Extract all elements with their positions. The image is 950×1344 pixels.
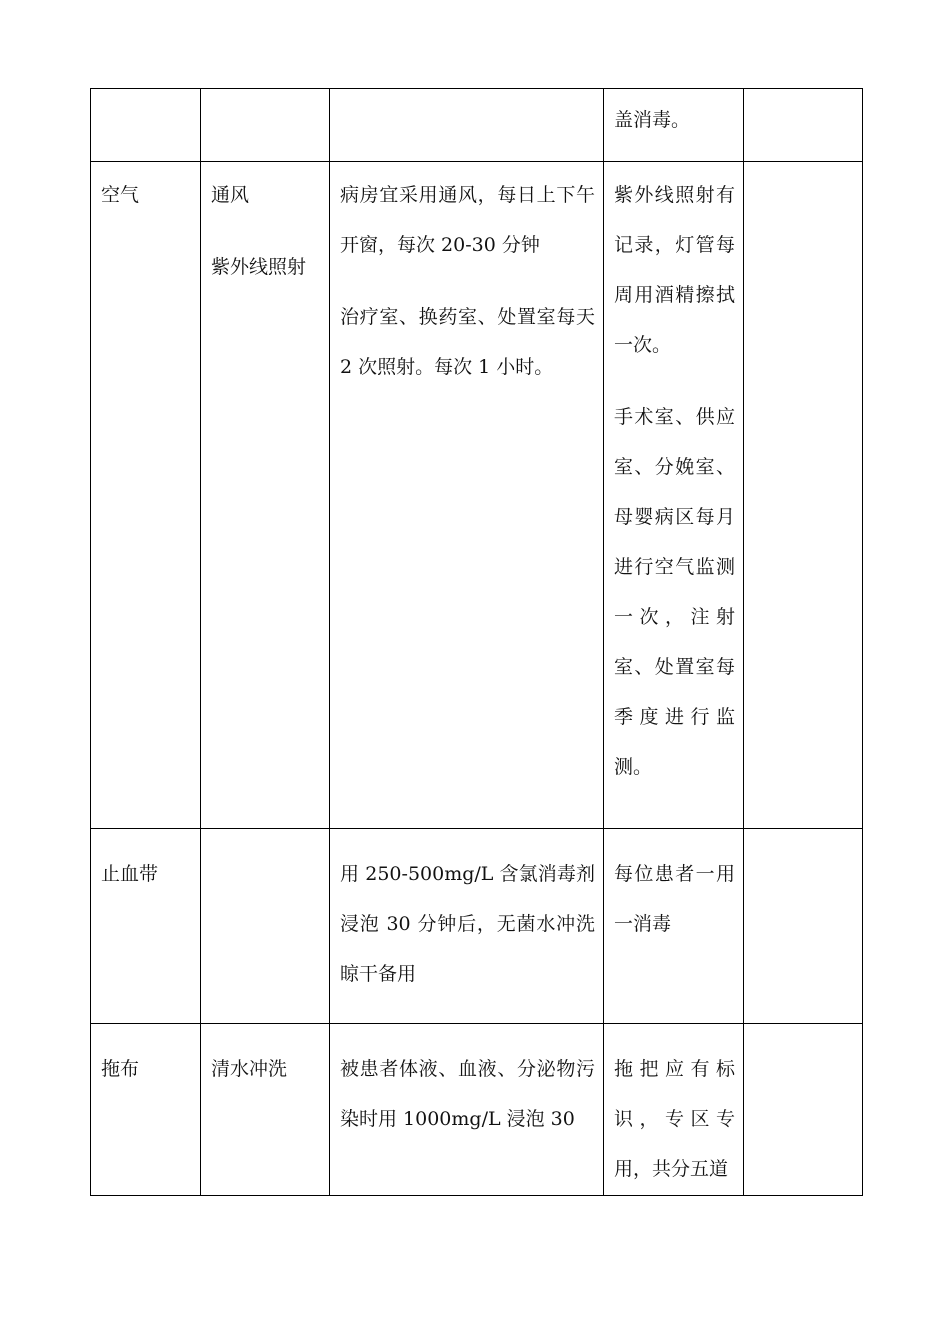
method-text: 紫外线照射 <box>211 256 307 278</box>
item-text: 拖布 <box>101 1058 140 1080</box>
method-text: 通风 <box>211 184 250 206</box>
method-cell <box>201 1024 330 1196</box>
remarks-cell <box>744 829 863 1024</box>
item-text: 止血带 <box>101 863 159 885</box>
table-row <box>91 1024 863 1196</box>
procedure-cell <box>330 1024 604 1196</box>
procedure-text: 病房宜采用通风，每日上下午开窗，每次 20-30 分钟 <box>340 184 595 256</box>
notes-cell <box>604 829 744 1024</box>
item-text: 空气 <box>101 184 140 206</box>
item-cell <box>91 829 201 1024</box>
notes-cell <box>604 1024 744 1196</box>
procedure-cell <box>330 89 604 162</box>
notes-text: 手术室、供应室、分娩室、母婴病区每月进行空气监测一次，注射室、处置室每季度进行监测。 <box>614 406 735 778</box>
method-cell <box>201 89 330 162</box>
item-cell <box>91 1024 201 1196</box>
procedure-text: 治疗室、换药室、处置室每天 2 次照射。每次 1 小时。 <box>340 306 595 378</box>
table-row <box>91 162 863 829</box>
notes-text: 盖消毒。 <box>614 109 691 131</box>
table-row <box>91 829 863 1024</box>
notes-text: 紫外线照射有记录，灯管每周用酒精擦拭一次。 <box>614 184 735 356</box>
item-cell <box>91 89 201 162</box>
method-text: 清水冲洗 <box>211 1058 288 1080</box>
item-cell <box>91 162 201 829</box>
method-cell <box>201 162 330 829</box>
notes-cell <box>604 89 744 162</box>
procedure-text: 用 250-500mg/L 含氯消毒剂浸泡 30 分钟后，无菌水冲洗晾干备用 <box>340 863 595 985</box>
notes-text: 拖把应有标识，专区专用，共分五道 <box>614 1058 735 1180</box>
remarks-cell <box>744 89 863 162</box>
procedure-text: 被患者体液、血液、分泌物污染时用 1000mg/L 浸泡 30 <box>340 1058 595 1130</box>
notes-cell <box>604 162 744 829</box>
remarks-cell <box>744 162 863 829</box>
remarks-cell <box>744 1024 863 1196</box>
procedure-cell <box>330 829 604 1024</box>
method-cell <box>201 829 330 1024</box>
disinfection-table <box>90 88 863 1196</box>
procedure-cell <box>330 162 604 829</box>
notes-text: 每位患者一用一消毒 <box>614 863 735 935</box>
table-row <box>91 89 863 162</box>
